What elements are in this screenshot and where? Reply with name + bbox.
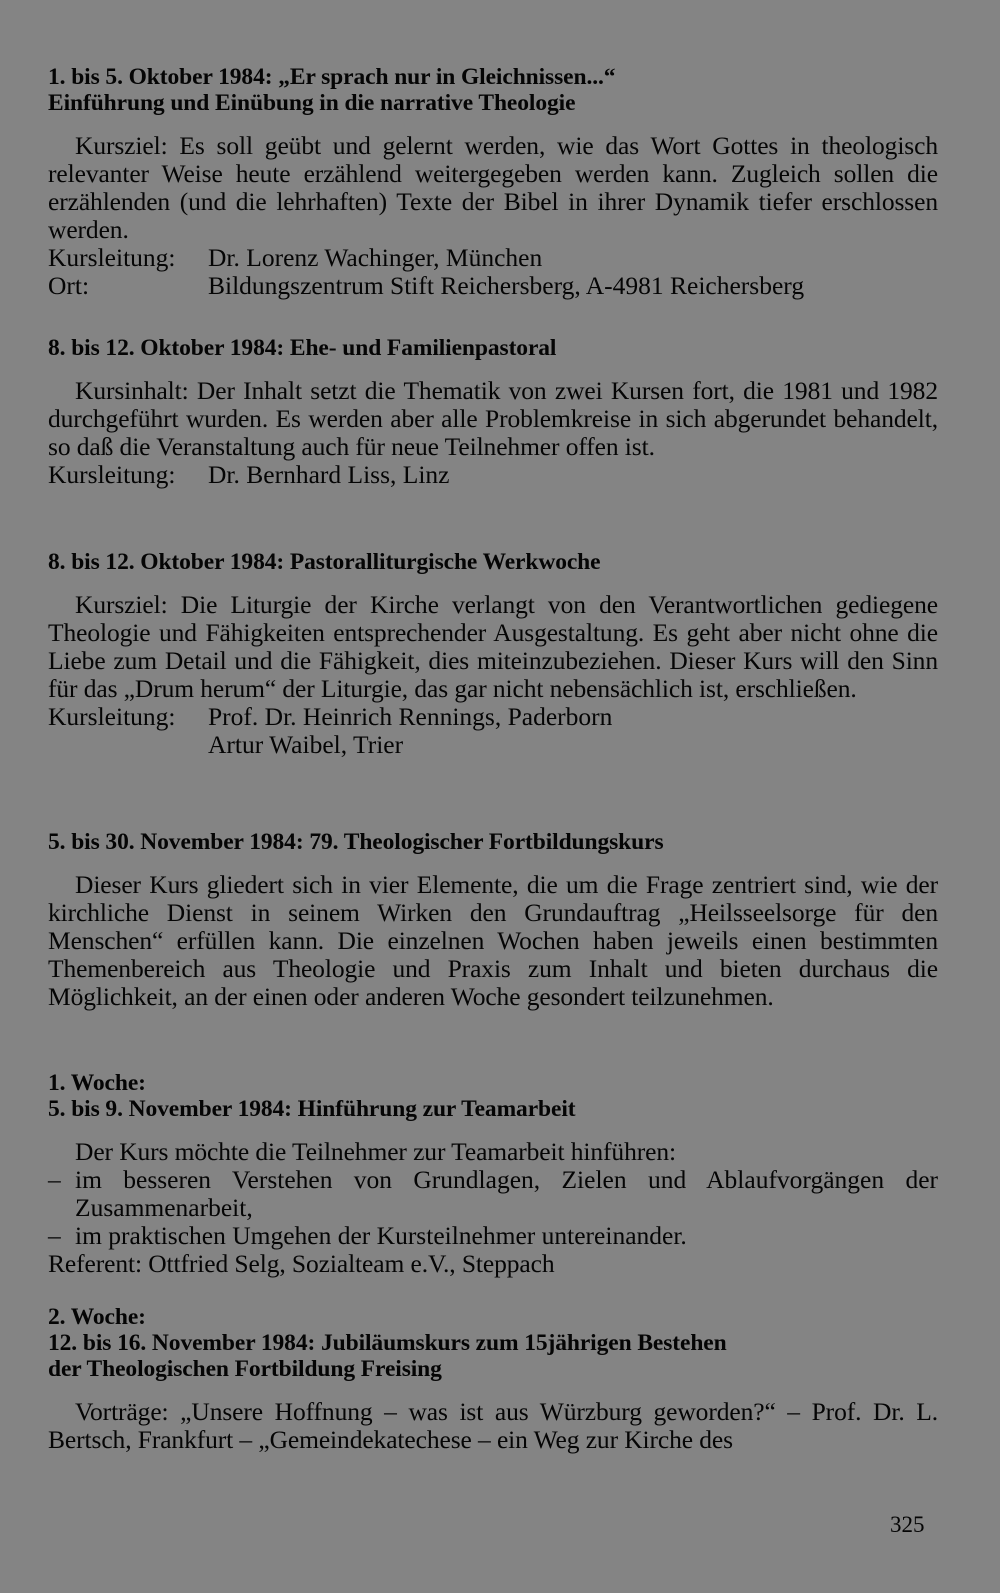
course-description: Kursziel: Die Liturgie der Kirche verlangt von den Verantwortlichen gediegene Theologie und Fähigkeiten entsprechender Ausgestaltung. Es geht aber nicht ohne die Liebe zum Detail und die Fähigkeit, dies miteinzubeziehen. Dieser Kurs will den Sinn für das „Drum herum“ der Liturgie, das gar nicht nebensächlich ist, erschließen. xyxy=(48,590,938,703)
course-subheading: Einführung und Einübung in die narrative Theologie xyxy=(48,90,576,116)
course-section-family xyxy=(48,335,938,489)
course-location: Bildungszentrum Stift Reichersberg, A-4981 Reichersberg xyxy=(208,271,805,300)
course-leader-row xyxy=(48,703,938,731)
course-leader-row xyxy=(48,461,938,489)
bullet-dash: – xyxy=(48,1165,61,1194)
course-location-label: Ort: xyxy=(48,271,90,300)
list-item-text: im praktischen Umgehen der Kursteilnehmer untereinander. xyxy=(75,1221,687,1250)
course-leader-label: Kursleitung: xyxy=(48,702,176,731)
course-section-liturgy xyxy=(48,549,938,759)
course-description: Vorträge: „Unsere Hoffnung – was ist aus Würzburg geworden?“ – Prof. Dr. L. Bertsch, Frankfurt – „Gemeindekatechese – ein Weg zur Kirche des xyxy=(48,1397,938,1454)
week-heading: 1. Woche: xyxy=(48,1070,146,1096)
course-leader: Prof. Dr. Heinrich Rennings, Paderborn xyxy=(208,702,613,731)
course-description: Der Kurs möchte die Teilnehmer zur Teamarbeit hinführen: xyxy=(75,1137,676,1166)
course-leader-label: Kursleitung: xyxy=(48,460,176,489)
course-heading: 8. bis 12. Oktober 1984: Ehe- und Familienpastoral xyxy=(48,335,557,361)
label-spacer xyxy=(48,731,208,759)
course-section-narrative xyxy=(48,64,938,300)
course-speaker: Referent: Ottfried Selg, Sozialteam e.V., Steppach xyxy=(48,1249,555,1278)
course-heading-cont: der Theologischen Fortbildung Freising xyxy=(48,1356,442,1382)
list-item xyxy=(48,1166,938,1222)
course-description: Kursinhalt: Der Inhalt setzt die Thematik von zwei Kursen fort, die 1981 und 1982 durchgeführt wurden. Es werden aber alle Problemkreise in sich abgerundet behandelt, so daß die Veranstaltung auch für neue Teilnehmer offen ist. xyxy=(48,376,938,461)
list-item-text: im besseren Verstehen von Grundlagen, Zielen und Ablaufvorgängen der Zusammenarbeit, xyxy=(75,1165,938,1222)
course-heading: 5. bis 30. November 1984: 79. Theologischer Fortbildungskurs xyxy=(48,829,664,855)
course-heading: 5. bis 9. November 1984: Hinführung zur Teamarbeit xyxy=(48,1096,576,1122)
course-leader: Dr. Lorenz Wachinger, München xyxy=(208,243,543,272)
course-section-week-2 xyxy=(48,1304,938,1454)
course-leader: Dr. Bernhard Liss, Linz xyxy=(208,460,450,489)
course-heading: 1. bis 5. Oktober 1984: „Er sprach nur in Gleichnissen...“ xyxy=(48,64,616,90)
course-leader-row xyxy=(48,244,938,272)
course-description: Kursziel: Es soll geübt und gelernt werden, wie das Wort Gottes in theologisch relevanter Weise heute erzählend weitergegeben werden kann. Zugleich sollen die erzählenden (und die lehrhaften) Texte der Bibel in ihrer Dynamik tiefer erschlossen werden. xyxy=(48,131,938,244)
page-number: 325 xyxy=(890,1512,925,1537)
course-leader-label: Kursleitung: xyxy=(48,243,176,272)
list-item xyxy=(48,1222,938,1250)
course-section-week-1 xyxy=(48,1070,938,1278)
week-heading: 2. Woche: xyxy=(48,1304,146,1330)
course-section-fortbildung xyxy=(48,829,938,1011)
course-location-row xyxy=(48,272,938,300)
bullet-dash: – xyxy=(48,1221,61,1250)
course-heading: 12. bis 16. November 1984: Jubiläumskurs zum 15jährigen Bestehen xyxy=(48,1330,727,1356)
course-leader-2: Artur Waibel, Trier xyxy=(208,730,404,759)
course-description: Dieser Kurs gliedert sich in vier Elemente, die um die Frage zentriert sind, wie der kirchliche Dienst in seinem Wirken den Grundauftrag „Heilsseelsorge für den Menschen“ erfüllen kann. Die einzelnen Wochen haben jeweils einen bestimmten Themenbereich aus Theologie und Praxis zum Inhalt und bieten durchaus die Möglichkeit, an der einen oder anderen Woche gesondert teilzunehmen. xyxy=(48,870,938,1011)
course-heading: 8. bis 12. Oktober 1984: Pastoralliturgische Werkwoche xyxy=(48,549,601,575)
course-leader-row-2 xyxy=(48,731,938,759)
